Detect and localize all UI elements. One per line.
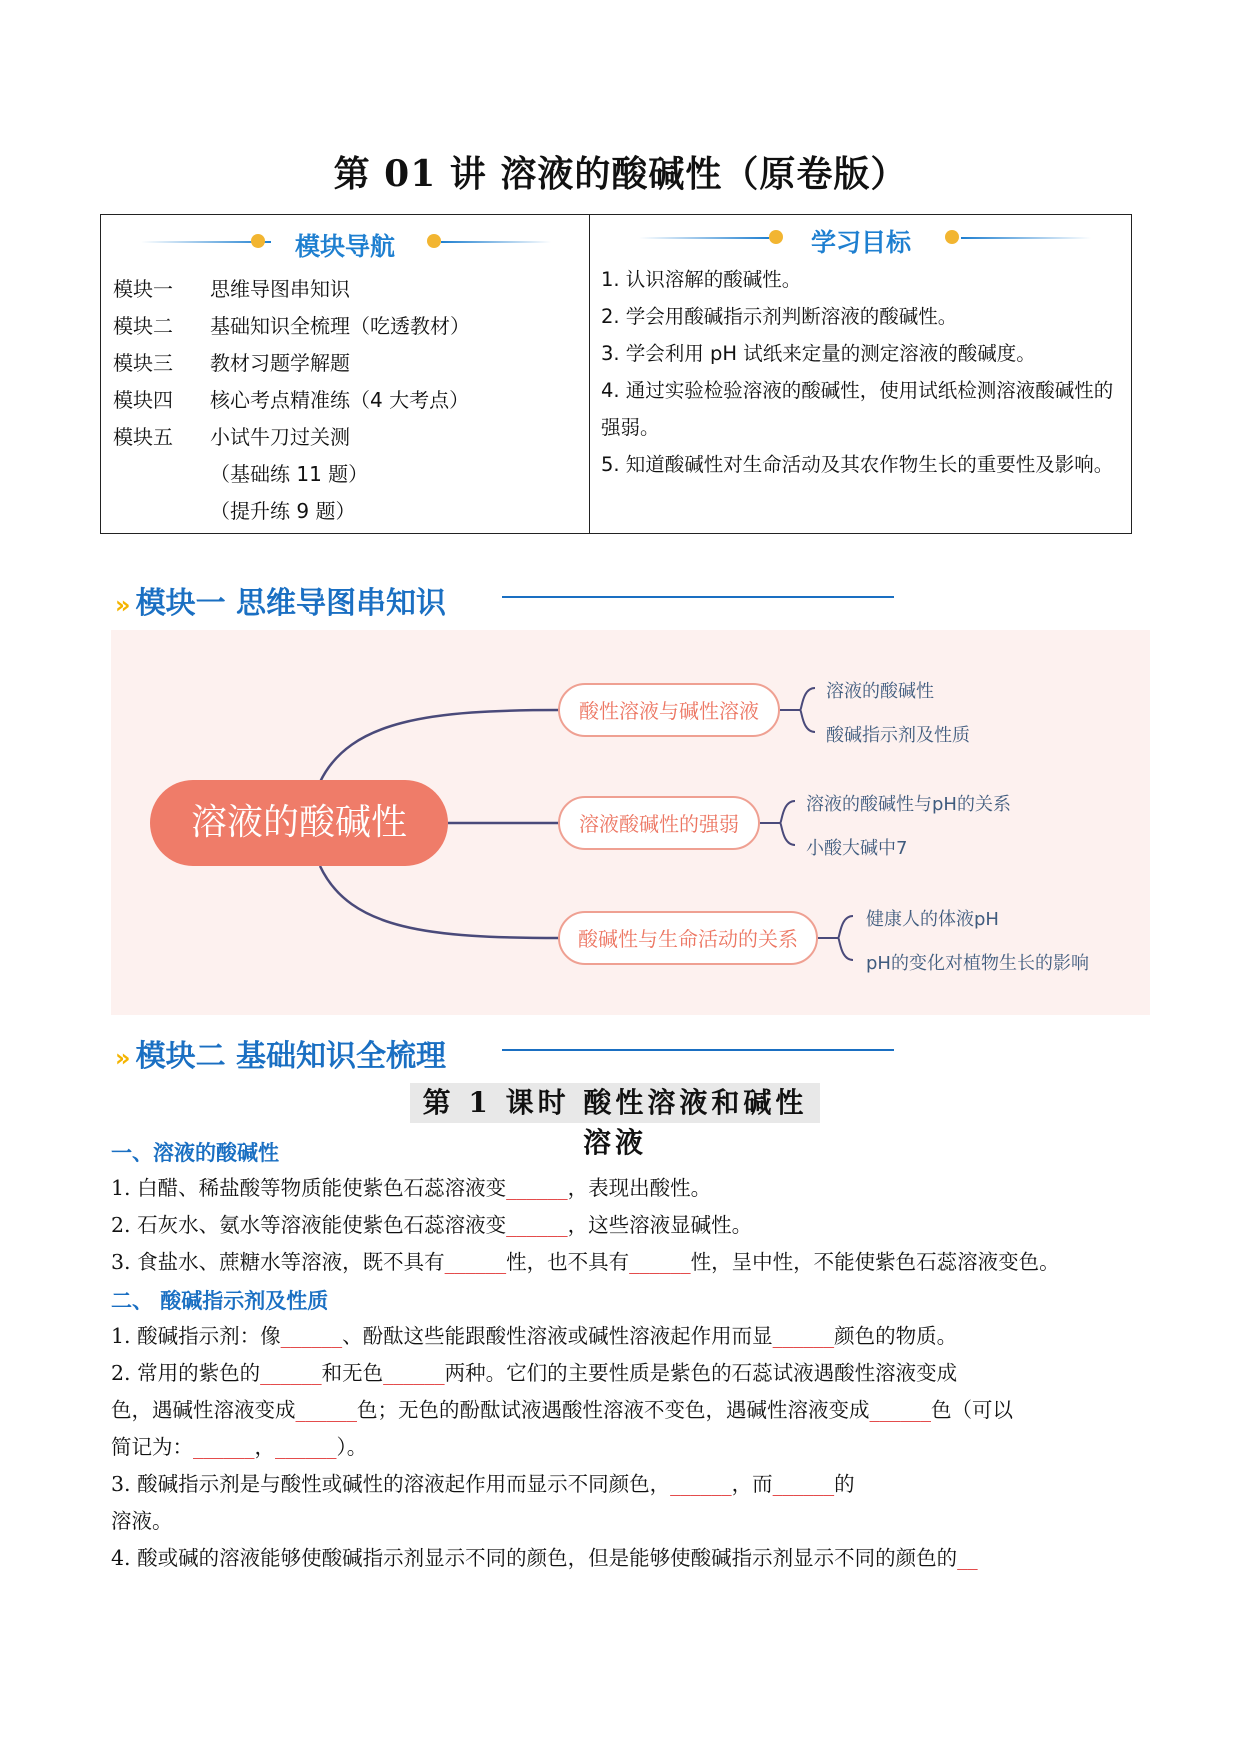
answer-blank: ______ <box>193 1435 255 1459</box>
nav-item: （提升练 9 题） <box>210 499 356 523</box>
section2-title: 二、 酸碱指示剂及性质 <box>111 1289 329 1313</box>
nav-item: 模块四 核心考点精准练（4 大考点） <box>113 388 470 412</box>
sec2-line5: 3. 酸碱指示剂是与酸性或碱性的溶液起作用而显示不同颜色，______，而______的 <box>111 1472 855 1496</box>
sec1-line1: 1. 白醋、稀盐酸等物质能使紫色石蕊溶液变______，表现出酸性。 <box>111 1176 712 1200</box>
nav-item: 模块三 教材习题学解题 <box>113 351 350 375</box>
mindmap-branch-node: 酸性溶液与碱性溶液 <box>558 683 780 737</box>
module2-header <box>115 1031 446 1075</box>
module2-rule <box>502 1049 894 1051</box>
answer-blank: ______ <box>260 1361 322 1385</box>
answer-blank: __ <box>957 1546 978 1570</box>
sec2-line2: 2. 常用的紫色的______和无色______两种。它们的主要性质是紫色的石蕊试液遇酸性溶液变成 <box>111 1361 958 1385</box>
mindmap-leaf: 溶液的酸碱性 <box>826 681 934 702</box>
module2-title: 模块二 基础知识全梳理 <box>135 1039 447 1074</box>
answer-blank: ______ <box>629 1250 691 1274</box>
sec1-line2: 2. 石灰水、氨水等溶液能使紫色石蕊溶液变______，这些溶液显碱性。 <box>111 1213 753 1237</box>
nav-item: 模块二 基础知识全梳理（吃透教材） <box>113 314 470 338</box>
answer-blank: ______ <box>506 1213 568 1237</box>
goal-item: 2. 学会用酸碱指示剂判断溶液的酸碱性。 <box>601 305 958 328</box>
nav-item: （基础练 11 题） <box>210 462 369 486</box>
mindmap-leaf: 酸碱指示剂及性质 <box>826 725 970 746</box>
answer-blank: ______ <box>383 1361 445 1385</box>
sec1-line3: 3. 食盐水、蔗糖水等溶液，既不具有______性，也不具有______性，呈中性，不能使紫色石蕊溶液变色。 <box>111 1250 1060 1274</box>
section1-title: 一、溶液的酸碱性 <box>111 1141 279 1165</box>
answer-blank: ______ <box>444 1250 507 1274</box>
answer-blank: ______ <box>772 1324 835 1348</box>
module1-title: 模块一 思维导图串知识 <box>135 586 447 621</box>
answer-blank: ______ <box>772 1472 835 1496</box>
page-title: 第 01 讲 溶液的酸碱性（原卷版） <box>333 153 908 195</box>
mindmap-leaf: pH的变化对植物生长的影响 <box>866 953 1089 974</box>
answer-blank: ______ <box>275 1435 337 1459</box>
goals-heading: 学习目标 <box>810 228 911 257</box>
mindmap-leaf: 小酸大碱中7 <box>806 838 908 859</box>
mindmap-center-node: 溶液的酸碱性 <box>150 780 448 866</box>
mindmap-leaf: 溶液的酸碱性与pH的关系 <box>806 794 1011 815</box>
chevron-icon: » <box>115 1044 131 1072</box>
mindmap-leaf: 健康人的体液pH <box>866 909 999 930</box>
answer-blank: ______ <box>506 1176 568 1200</box>
answer-blank: ______ <box>670 1472 732 1496</box>
nav-item: 模块一 思维导图串知识 <box>113 277 350 301</box>
sec2-line4: 简记为：______，______）。 <box>111 1435 368 1459</box>
chevron-icon: » <box>115 591 131 619</box>
nav-heading: 模块导航 <box>294 232 395 261</box>
answer-blank: ______ <box>869 1398 931 1422</box>
sec2-line1: 1. 酸碱指示剂：像______、酚酞这些能跟酸性溶液或碱性溶液起作用而显______颜色的物质。 <box>111 1324 958 1348</box>
goal-item: 5. 知道酸碱性对生命活动及其农作物生长的重要性及影响。 <box>601 453 1114 476</box>
goal-item: 4. 通过实验检验溶液的酸碱性，使用试纸检测溶液酸碱性的强弱。 <box>601 379 1114 439</box>
goal-item: 3. 学会利用 pH 试纸来定量的测定溶液的酸碱度。 <box>601 342 1036 365</box>
answer-blank: ______ <box>280 1324 343 1348</box>
lesson-title: 第 1 课时 酸性溶液和碱性溶液 <box>410 1083 820 1123</box>
mindmap-branch-node: 溶液酸碱性的强弱 <box>558 796 760 850</box>
mindmap-branch-node: 酸碱性与生命活动的关系 <box>558 911 818 965</box>
sec2-line6: 溶液。 <box>111 1509 173 1533</box>
answer-blank: ______ <box>295 1398 357 1422</box>
sec2-line3: 色，遇碱性溶液变成______色；无色的酚酞试液遇酸性溶液不变色，遇碱性溶液变成______色（可以 <box>111 1398 1013 1422</box>
nav-item: 模块五 小试牛刀过关测 <box>113 425 350 449</box>
goal-item: 1. 认识溶解的酸碱性。 <box>601 268 802 291</box>
sec2-line7: 4. 酸或碱的溶液能够使酸碱指示剂显示不同的颜色，但是能够使酸碱指示剂显示不同的颜色的__ <box>111 1546 978 1570</box>
